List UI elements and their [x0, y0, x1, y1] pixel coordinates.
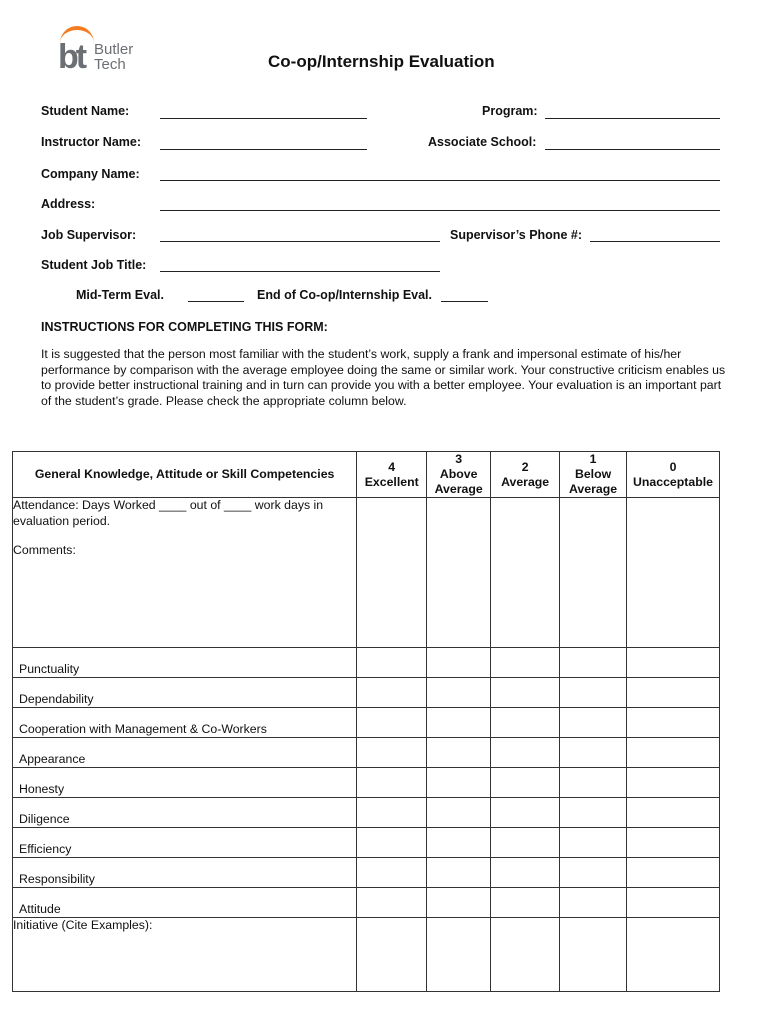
- item-dependability: Dependability: [13, 678, 357, 708]
- item-cooperation: Cooperation with Management & Co-Workers: [13, 708, 357, 738]
- mid-term-label: Mid-Term Eval.: [76, 288, 164, 302]
- rating-cell[interactable]: [627, 678, 720, 708]
- mid-term-field[interactable]: [188, 301, 244, 302]
- rating-cell[interactable]: [357, 888, 427, 918]
- instructor-name-field[interactable]: [160, 149, 367, 150]
- rating-cell[interactable]: [627, 648, 720, 678]
- student-name-label: Student Name:: [41, 104, 130, 118]
- item-initiative: Initiative (Cite Examples):: [13, 918, 357, 992]
- rating-cell[interactable]: [560, 858, 627, 888]
- rating-cell[interactable]: [357, 648, 427, 678]
- rating-cell[interactable]: [427, 738, 491, 768]
- rating-cell[interactable]: [560, 768, 627, 798]
- company-name-field[interactable]: [160, 180, 720, 181]
- supervisor-phone-field[interactable]: [590, 241, 720, 242]
- student-name-field[interactable]: [160, 118, 367, 119]
- rating-cell[interactable]: [491, 858, 560, 888]
- table-row: [13, 858, 720, 888]
- associate-school-field[interactable]: [545, 149, 720, 150]
- item-efficiency: Efficiency: [13, 828, 357, 858]
- rating-cell[interactable]: [560, 798, 627, 828]
- comments-label: Comments:: [13, 543, 76, 557]
- address-field[interactable]: [160, 210, 720, 211]
- rating-cell[interactable]: [560, 678, 627, 708]
- rating-cell[interactable]: [427, 888, 491, 918]
- rating-cell[interactable]: [627, 738, 720, 768]
- rating-cell[interactable]: [491, 708, 560, 738]
- logo-line2: Tech: [94, 56, 126, 73]
- student-job-title-label: Student Job Title:: [41, 258, 147, 272]
- end-eval-label: End of Co-op/Internship Eval.: [257, 288, 432, 302]
- rating-cell[interactable]: [357, 798, 427, 828]
- rating-cell[interactable]: [357, 678, 427, 708]
- rating-cell[interactable]: [427, 648, 491, 678]
- instructions-text: It is suggested that the person most familiar with the student’s work, supply a frank and impersonal estimate of his/her performance by comparison with the average employee doing the same or similar work. Your constructive criticism enables us to provide better instructional training and in turn can provide you with a better employee. Your evaluation is an important part of the student’s grade. Please check the appropriate column below.: [41, 347, 726, 408]
- rating-cell[interactable]: [627, 858, 720, 888]
- rating-cell[interactable]: [491, 768, 560, 798]
- rating-cell[interactable]: [357, 498, 427, 648]
- rating-cell[interactable]: [491, 918, 560, 992]
- col-header-4: 4 Excellent: [357, 452, 427, 498]
- item-punctuality: Punctuality: [13, 648, 357, 678]
- rating-cell[interactable]: [560, 828, 627, 858]
- rating-cell[interactable]: [427, 708, 491, 738]
- rating-cell[interactable]: [357, 708, 427, 738]
- associate-school-label: Associate School:: [428, 135, 537, 149]
- competencies-header: General Knowledge, Attitude or Skill Competencies: [13, 452, 357, 498]
- rating-cell[interactable]: [627, 918, 720, 992]
- rating-cell[interactable]: [491, 798, 560, 828]
- rating-cell[interactable]: [427, 768, 491, 798]
- program-field[interactable]: [545, 118, 720, 119]
- rating-cell[interactable]: [491, 648, 560, 678]
- evaluation-table: [12, 451, 720, 992]
- table-row: [13, 828, 720, 858]
- rating-cell[interactable]: [627, 708, 720, 738]
- logo-line1: Butler: [94, 41, 134, 58]
- rating-cell[interactable]: [427, 828, 491, 858]
- instructor-name-label: Instructor Name:: [41, 135, 142, 149]
- table-row: [13, 738, 720, 768]
- col-header-2: 2 Average: [491, 452, 560, 498]
- rating-cell[interactable]: [427, 498, 491, 648]
- rating-cell[interactable]: [560, 498, 627, 648]
- item-responsibility: Responsibility: [13, 858, 357, 888]
- rating-cell[interactable]: [560, 648, 627, 678]
- address-label: Address:: [41, 197, 96, 211]
- rating-cell[interactable]: [491, 678, 560, 708]
- attendance-cell: Attendance: Days Worked ____ out of ____ work days in evaluation period. Comments:: [13, 498, 357, 648]
- rating-cell[interactable]: [491, 498, 560, 648]
- form-title: Co-op/Internship Evaluation: [268, 52, 495, 71]
- logo-mark: bt: [58, 38, 85, 76]
- rating-cell[interactable]: [560, 918, 627, 992]
- col-header-3: 3 Above Average: [427, 452, 491, 498]
- rating-cell[interactable]: [357, 768, 427, 798]
- butler-tech-logo: [58, 26, 148, 76]
- col-header-0: 0 Unacceptable: [627, 452, 720, 498]
- program-label: Program:: [482, 104, 538, 118]
- rating-cell[interactable]: [627, 888, 720, 918]
- table-row: [13, 798, 720, 828]
- table-row: [13, 708, 720, 738]
- supervisor-phone-label: Supervisor’s Phone #:: [450, 228, 582, 242]
- table-row-initiative: [13, 918, 720, 992]
- rating-cell[interactable]: [627, 768, 720, 798]
- rating-cell[interactable]: [560, 708, 627, 738]
- item-honesty: Honesty: [13, 768, 357, 798]
- rating-cell[interactable]: [427, 918, 491, 992]
- rating-cell[interactable]: [627, 498, 720, 648]
- student-job-title-field[interactable]: [160, 271, 440, 272]
- end-eval-field[interactable]: [441, 301, 488, 302]
- rating-cell[interactable]: [491, 888, 560, 918]
- table-row: [13, 888, 720, 918]
- item-attitude: Attitude: [13, 888, 357, 918]
- rating-cell[interactable]: [560, 738, 627, 768]
- instructions-heading: INSTRUCTIONS FOR COMPLETING THIS FORM:: [41, 320, 328, 334]
- table-row: [13, 678, 720, 708]
- table-row: [13, 648, 720, 678]
- rating-cell[interactable]: [627, 798, 720, 828]
- table-row: [13, 768, 720, 798]
- rating-cell[interactable]: [357, 738, 427, 768]
- rating-cell[interactable]: [357, 918, 427, 992]
- job-supervisor-field[interactable]: [160, 241, 440, 242]
- item-appearance: Appearance: [13, 738, 357, 768]
- rating-cell[interactable]: [427, 678, 491, 708]
- item-diligence: Diligence: [13, 798, 357, 828]
- table-row-attendance: [13, 498, 720, 648]
- rating-cell[interactable]: [427, 798, 491, 828]
- rating-cell[interactable]: [491, 738, 560, 768]
- col-header-1: 1 Below Average: [560, 452, 627, 498]
- logo-name: [94, 42, 133, 72]
- rating-cell[interactable]: [491, 828, 560, 858]
- rating-cell[interactable]: [560, 888, 627, 918]
- rating-cell[interactable]: [357, 858, 427, 888]
- rating-cell[interactable]: [427, 858, 491, 888]
- company-name-label: Company Name:: [41, 167, 140, 181]
- rating-cell[interactable]: [357, 828, 427, 858]
- table-header-row: [13, 452, 720, 498]
- job-supervisor-label: Job Supervisor:: [41, 228, 137, 242]
- rating-cell[interactable]: [627, 828, 720, 858]
